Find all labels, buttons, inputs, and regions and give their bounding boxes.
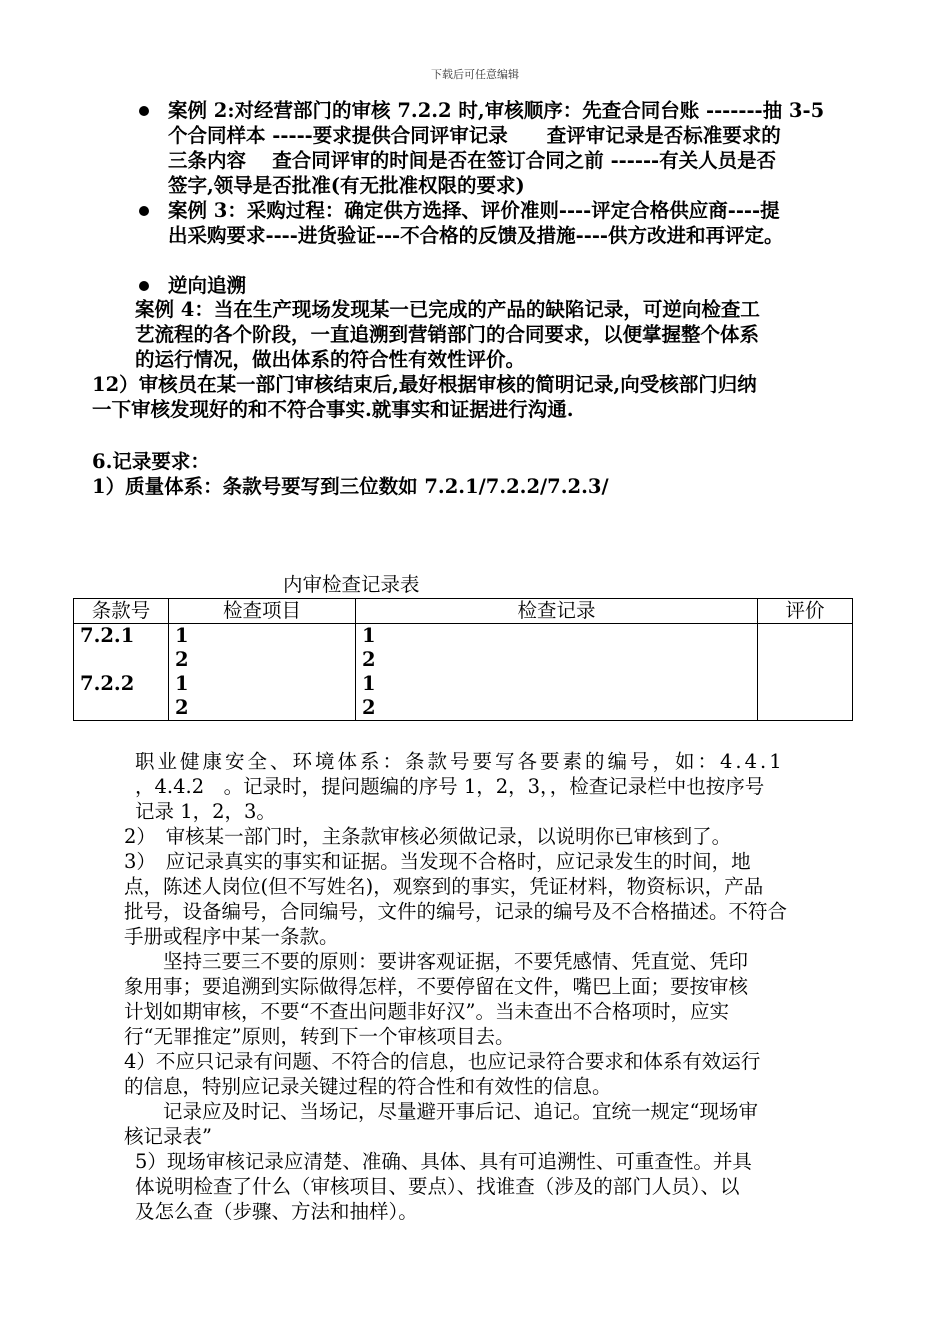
- principle-line-2: 象用事；要追溯到实际做得怎样，不要停留在文件，嘴巴上面；要按审核: [124, 975, 749, 998]
- item12-line-1: 12）审核员在某一部门审核结束后,最好根据审核的简明记录,向受核部门归纳: [92, 373, 757, 396]
- ohs-line-2: ，4.4.2 。记录时，提问题编的序号 1，2，3，，检查记录栏中也按序号: [135, 775, 765, 798]
- item4-line-1: 4）不应只记录有问题、不符合的信息，也应记录符合要求和体系有效运行: [124, 1050, 761, 1073]
- item-cell: 1: [175, 672, 189, 695]
- case2-line-4: 签字,领导是否批准(有无批准权限的要求): [168, 174, 525, 197]
- item3-line-3: 批号，设备编号，合同编号，文件的编号，记录的编号及不合格描述。不符合: [124, 900, 788, 923]
- record-cell: 2: [362, 648, 376, 671]
- case4-line-2: 艺流程的各个阶段，一直追溯到营销部门的合同要求，以便掌握整个体系: [135, 323, 760, 346]
- timely-line-2: 核记录表”: [124, 1125, 212, 1148]
- reverse-trace-title: 逆向追溯: [168, 274, 247, 297]
- record-cell: 2: [362, 696, 376, 719]
- principle-line-3: 计划如期审核，不要“不查出问题非好汉”。当未查出不合格项时，应实: [124, 1000, 729, 1023]
- item3-line-1: 3） 应记录真实的事实和证据。当发现不合格时，应记录发生的时间，地: [124, 850, 751, 873]
- clause-cell: 7.2.1: [80, 624, 135, 647]
- item-cell: 2: [175, 648, 189, 671]
- principle-line-4: 行“无罪推定”原则，转到下一个审核项目去。: [124, 1025, 515, 1048]
- item5-line-2: 体说明检查了什么（审核项目、要点）、找谁查（涉及的部门人员）、以: [135, 1175, 740, 1198]
- timely-line-1: 记录应及时记、当场记，尽量避开事后记、追记。宜统一规定“现场审: [124, 1100, 758, 1123]
- item12-line-2: 一下审核发现好的和不符合事实.就事实和证据进行沟通.: [92, 398, 574, 421]
- header-item: 检查项目: [169, 599, 356, 624]
- item4-line-2: 的信息，特别应记录关键过程的符合性和有效性的信息。: [124, 1075, 612, 1098]
- item3-line-4: 手册或程序中某一条款。: [124, 925, 339, 948]
- page-header: 下载后可任意编辑: [431, 68, 519, 81]
- header-clause: 条款号: [74, 599, 169, 624]
- section6-item1: 1）质量体系：条款号要写到三位数如 7.2.1/7.2.2/7.2.3/: [92, 475, 609, 498]
- bullet-icon: [139, 106, 149, 116]
- header-record: 检查记录: [356, 599, 758, 624]
- item5-line-1: 5）现场审核记录应清楚、准确、具体、具有可追溯性、可重查性。并具: [135, 1150, 752, 1173]
- case2-line-3: 三条内容 查合同评审的时间是否在签订合同之前 ------有关人员是否: [168, 149, 777, 172]
- item-cell: 1: [175, 624, 189, 647]
- bullet-icon: [139, 206, 149, 216]
- principle-line-1: 坚持三要三不要的原则：要讲客观证据，不要凭感情、凭直觉、凭印: [124, 950, 749, 973]
- section6-title: 6.记录要求：: [92, 450, 210, 473]
- bullet-icon: [139, 281, 149, 291]
- header-eval: 评价: [758, 599, 853, 624]
- table-row: [74, 624, 853, 721]
- item2: 2） 审核某一部门时，主条款审核必须做记录，以说明你已审核到了。: [124, 825, 732, 848]
- case3-line-1: 案例 3：采购过程：确定供方选择、评价准则----评定合格供应商----提: [168, 199, 780, 222]
- ohs-line-3: 记录 1，2，3。: [135, 800, 276, 823]
- item5-line-3: 及怎么查（步骤、方法和抽样）。: [135, 1200, 418, 1223]
- case4-line-3: 的运行情况，做出体系的符合性有效性评价。: [135, 348, 526, 371]
- item-cell: 2: [175, 696, 189, 719]
- case3-line-2: 出采购要求----进货验证---不合格的反馈及措施----供方改进和再评定。: [168, 224, 784, 247]
- table-caption: 内审检查记录表: [283, 573, 420, 596]
- ohs-line-1: 职业健康安全、环境体系：条款号要写各要素的编号，如：4.4.1: [135, 750, 785, 773]
- case2-line-1: 案例 2:对经营部门的审核 7.2.2 时,审核顺序：先查合同台账 -------抽 3-5: [168, 99, 825, 122]
- record-cell: 1: [362, 624, 376, 647]
- record-cell: 1: [362, 672, 376, 695]
- case4-line-1: 案例 4：当在生产现场发现某一已完成的产品的缺陷记录，可逆向检查工: [135, 298, 760, 321]
- audit-record-table: [73, 598, 853, 721]
- item3-line-2: 点，陈述人岗位(但不写姓名)，观察到的事实，凭证材料，物资标识，产品: [124, 875, 764, 898]
- table-header-row: [74, 599, 853, 624]
- clause-cell: 7.2.2: [80, 672, 135, 695]
- eval-cell: [758, 624, 853, 721]
- case2-line-2: 个合同样本 -----要求提供合同评审记录 查评审记录是否标准要求的: [168, 124, 781, 147]
